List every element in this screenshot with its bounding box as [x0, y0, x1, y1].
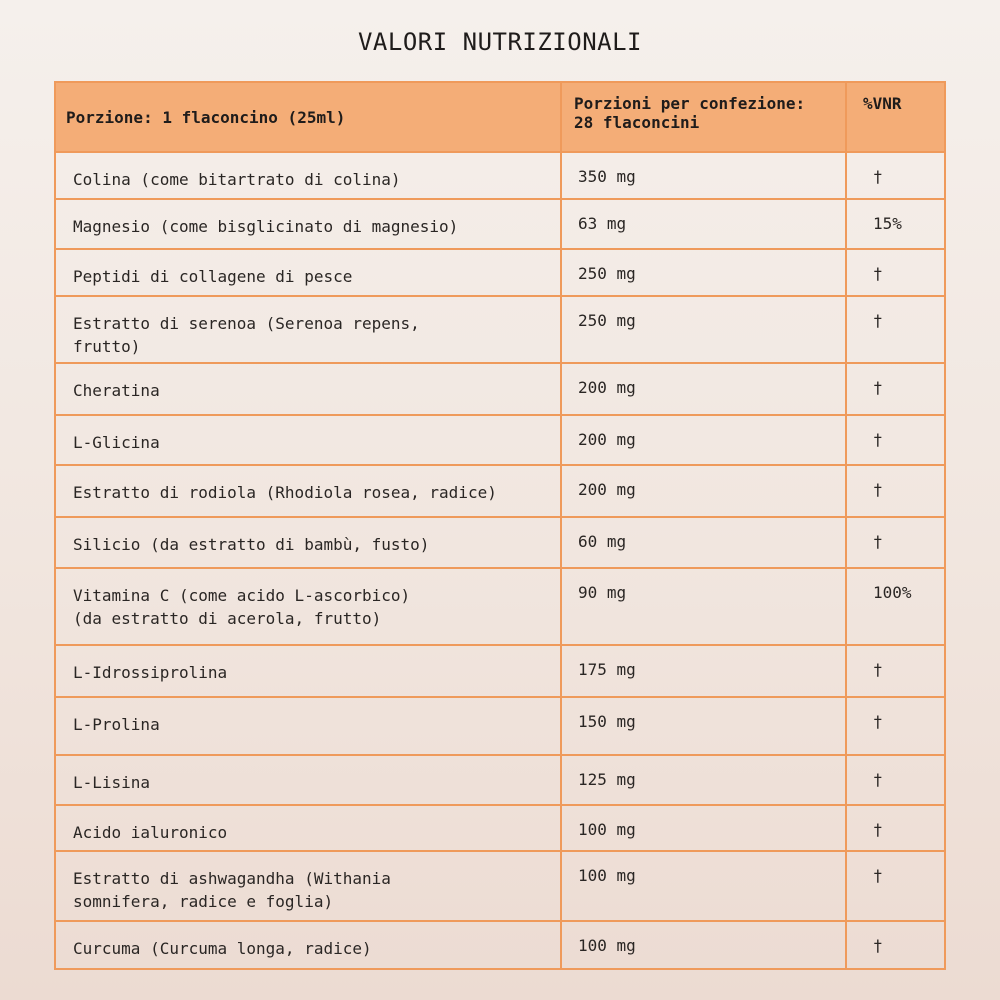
nutrient-name-line: Vitamina C (come acido L-ascorbico): [73, 586, 411, 605]
nutrient-name-line: Colina (come bitartrato di colina): [73, 170, 401, 189]
nutrient-amount: 150 mg: [561, 697, 846, 755]
table-row: [55, 755, 945, 805]
nutrient-name-line: L-Lisina: [73, 773, 151, 792]
header-serving: Porzione: 1 flaconcino (25ml): [55, 82, 561, 152]
nutrient-name: [55, 199, 561, 249]
nutrient-name-line: Curcuma (Curcuma longa, radice): [73, 939, 372, 958]
table-row: [55, 296, 945, 363]
nutrient-name-line: L-Glicina: [73, 433, 160, 452]
table-row: [55, 415, 945, 465]
nutrient-name: [55, 645, 561, 697]
nutrient-vnr: †: [846, 755, 945, 805]
nutrient-amount: 350 mg: [561, 152, 846, 199]
header-servings-per-pack: [561, 82, 846, 152]
nutrient-name-line: L-Prolina: [73, 715, 160, 734]
nutrient-name: [55, 921, 561, 969]
nutrient-amount: 200 mg: [561, 415, 846, 465]
nutrient-amount: 100 mg: [561, 805, 846, 851]
nutrient-name: [55, 296, 561, 363]
nutrient-name: [55, 152, 561, 199]
nutrient-amount: 250 mg: [561, 296, 846, 363]
header-vnr: %VNR: [846, 82, 945, 152]
table-row: [55, 805, 945, 851]
nutrient-vnr: †: [846, 152, 945, 199]
table-row: [55, 568, 945, 645]
nutrient-vnr: †: [846, 296, 945, 363]
header-servings-per-pack-line1: Porzioni per confezione:: [574, 94, 806, 113]
table-row: [55, 465, 945, 517]
nutrient-vnr: †: [846, 517, 945, 568]
nutrient-name-line: Cheratina: [73, 381, 160, 400]
table-row: [55, 645, 945, 697]
page-title: VALORI NUTRIZIONALI: [357, 28, 643, 56]
table-row: [55, 921, 945, 969]
nutrient-name: [55, 755, 561, 805]
table-row: [55, 363, 945, 415]
nutrient-name-line: (da estratto di acerola, frutto): [73, 609, 382, 628]
nutrient-name-line: Estratto di ashwagandha (Withania: [73, 869, 391, 888]
nutrient-vnr: †: [846, 415, 945, 465]
nutrient-name-line: Silicio (da estratto di bambù, fusto): [73, 535, 430, 554]
nutrient-name: [55, 805, 561, 851]
nutrient-vnr: †: [846, 851, 945, 921]
nutrient-name-line: frutto): [73, 337, 141, 356]
table-row: [55, 517, 945, 568]
table-header-row: [55, 82, 945, 152]
nutrient-name-line: Estratto di rodiola (Rhodiola rosea, radice): [73, 483, 497, 502]
nutrient-name-line: Estratto di serenoa (Serenoa repens,: [73, 314, 420, 333]
nutrient-name: [55, 249, 561, 296]
table-row: [55, 249, 945, 296]
nutrient-vnr: †: [846, 645, 945, 697]
nutrient-amount: 63 mg: [561, 199, 846, 249]
nutrient-amount: 125 mg: [561, 755, 846, 805]
nutrient-amount: 60 mg: [561, 517, 846, 568]
table-row: [55, 851, 945, 921]
header-servings-per-pack-line2: 28 flaconcini: [574, 113, 700, 132]
nutrient-vnr: 100%: [846, 568, 945, 645]
nutrient-vnr: †: [846, 697, 945, 755]
table-row: [55, 152, 945, 199]
nutrient-amount: 200 mg: [561, 465, 846, 517]
nutrient-vnr: †: [846, 249, 945, 296]
nutrient-name: [55, 568, 561, 645]
nutrient-amount: 100 mg: [561, 921, 846, 969]
nutrition-table: [54, 81, 946, 970]
nutrient-amount: 175 mg: [561, 645, 846, 697]
nutrient-name: [55, 517, 561, 568]
nutrient-vnr: †: [846, 921, 945, 969]
nutrient-amount: 250 mg: [561, 249, 846, 296]
nutrient-amount: 90 mg: [561, 568, 846, 645]
nutrient-vnr: 15%: [846, 199, 945, 249]
nutrient-name-line: somnifera, radice e foglia): [73, 892, 334, 911]
nutrient-name-line: Magnesio (come bisglicinato di magnesio): [73, 217, 459, 236]
nutrient-name-line: L-Idrossiprolina: [73, 663, 228, 682]
table-row: [55, 199, 945, 249]
nutrient-name: [55, 465, 561, 517]
nutrient-name-line: Acido ialuronico: [73, 823, 228, 842]
nutrient-name-line: Peptidi di collagene di pesce: [73, 267, 353, 286]
nutrient-amount: 100 mg: [561, 851, 846, 921]
nutrient-amount: 200 mg: [561, 363, 846, 415]
nutrient-name: [55, 363, 561, 415]
nutrient-name: [55, 697, 561, 755]
nutrient-name: [55, 415, 561, 465]
nutrient-vnr: †: [846, 465, 945, 517]
nutrient-vnr: †: [846, 805, 945, 851]
nutrient-vnr: †: [846, 363, 945, 415]
nutrient-name: [55, 851, 561, 921]
table-row: [55, 697, 945, 755]
